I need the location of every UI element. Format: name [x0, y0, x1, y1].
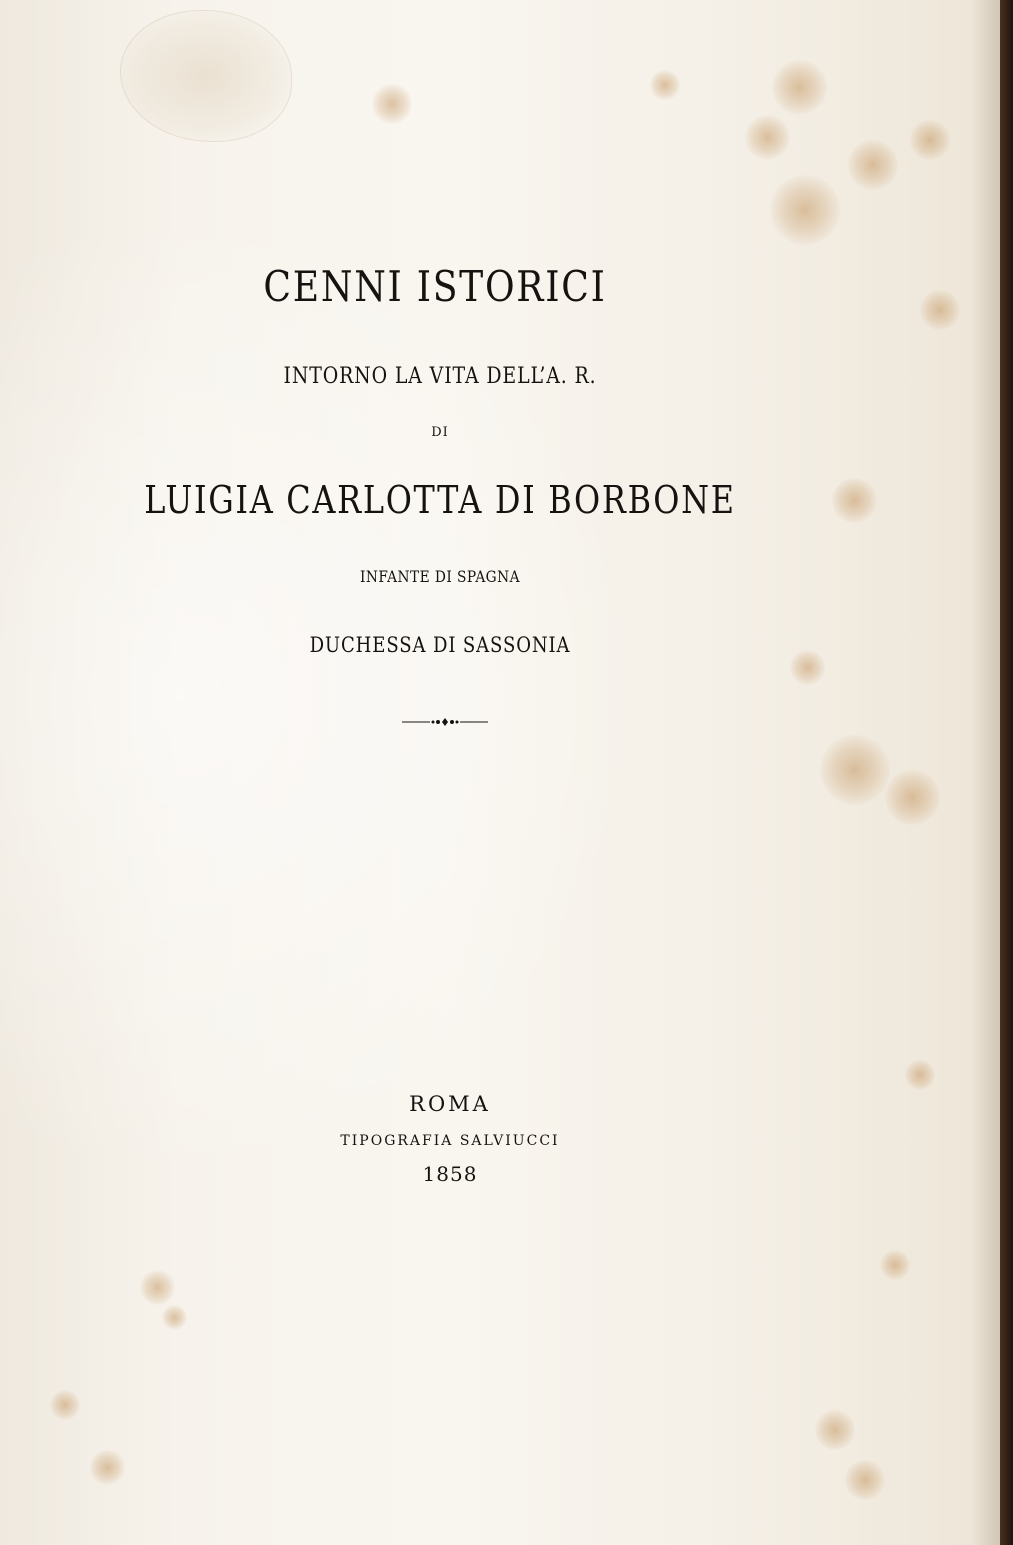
subject-title-duchessa: DUCHESSA DI SASSONIA: [309, 633, 571, 657]
foxing-spot: [920, 290, 960, 330]
foxing-spot: [848, 140, 898, 190]
foxing-spot: [745, 115, 790, 160]
imprint-year: 1858: [422, 1162, 478, 1186]
imprint-city: ROMA: [409, 1092, 491, 1116]
foxing-spot: [880, 1250, 910, 1280]
foxing-spot: [90, 1450, 125, 1485]
book-title: CENNI ISTORICI: [263, 262, 607, 311]
foxing-spot: [820, 735, 890, 805]
water-stain: [120, 10, 292, 142]
foxing-spot: [832, 478, 877, 523]
imprint-printer: TIPOGRAFIA SALVIUCCI: [340, 1133, 560, 1149]
foxing-spot: [650, 70, 680, 100]
book-subtitle: INTORNO LA VITA DELL’A. R.: [283, 364, 597, 389]
foxing-spot: [770, 175, 840, 245]
rule-ornament-icon: [400, 714, 490, 730]
foxing-spot: [905, 1060, 935, 1090]
foxing-spot: [50, 1390, 80, 1420]
foxing-spot: [162, 1305, 187, 1330]
subject-title-infante: INFANTE DI SPAGNA: [360, 567, 520, 586]
foxing-spot: [772, 60, 827, 115]
foxing-spot: [845, 1460, 885, 1500]
subject-name: LUIGIA CARLOTTA DI BORBONE: [144, 478, 736, 522]
page-edge-shadow: [970, 0, 1000, 1545]
foxing-spot: [372, 84, 412, 124]
foxing-spot: [815, 1410, 855, 1450]
connector-di: DI: [431, 425, 449, 440]
binding-edge: [1000, 0, 1013, 1545]
foxing-spot: [910, 120, 950, 160]
foxing-spot: [140, 1270, 175, 1305]
foxing-spot: [885, 770, 940, 825]
